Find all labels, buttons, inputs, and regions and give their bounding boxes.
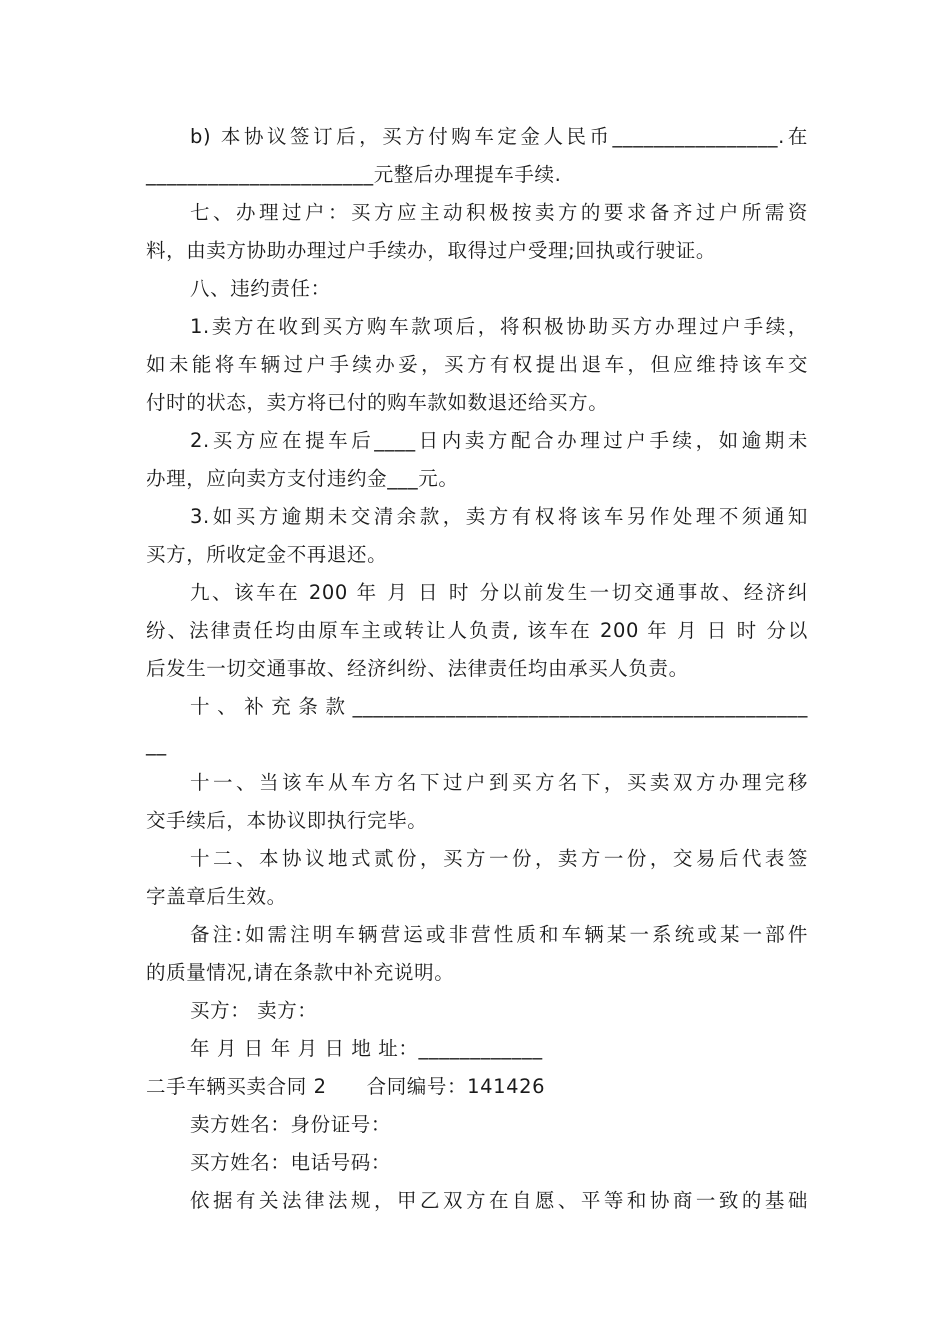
contract-title: 二手车辆买卖合同 2 [146,1075,327,1098]
paragraph-lines [146,118,808,1068]
text-line: 年 月 日 年 月 日 地 址：____________ [190,1037,543,1060]
text-line: b) 本协议签订后，买方付购车定金人民币________________.在 [190,125,808,148]
text-line: 九、该车在 200 年 月 日 时 分以前发生一切交通事故、经济纠 [190,581,808,604]
text-line: 十二、本协议地式贰份，买方一份，卖方一份，交易后代表签 [190,847,808,870]
text-line: 1.卖方在收到买方购车款项后，将积极协助买方办理过户手续， [190,315,808,338]
text-line: 的质量情况,请在条款中补充说明。 [146,961,455,984]
text-line: 交手续后，本协议即执行完毕。 [146,809,428,832]
text-line: ______________________元整后办理提车手续. [146,163,562,186]
text-line: 买方，所收定金不再退还。 [146,543,388,566]
text-line: 料，由卖方协助办理过户手续办，取得过户受理;回执或行驶证。 [146,239,716,262]
text-line: 备注:如需注明车辆营运或非营性质和车辆某一系统或某一部件 [190,923,808,946]
contract-header-line [146,1068,808,1106]
text-line: 买方： 卖方： [190,999,318,1022]
paragraph-lines-tail [146,1106,808,1220]
text-line: 七、办理过户：买方应主动积极按卖方的要求备齐过户所需资 [190,201,808,224]
text-line: 十一、当该车从车方名下过户到买方名下，买卖双方办理完移 [190,771,808,794]
text-line: 纷、法律责任均由原车主或转让人负责, 该车在 200 年 月 日 时 分以 [146,619,808,642]
text-line: 八、违约责任： [190,277,331,300]
text-line: 十、补充条款____________________________________________ [190,695,808,718]
text-line: 如未能将车辆过户手续办妥，买方有权提出退车，但应维持该车交 [146,353,808,376]
text-line: 依据有关法律法规，甲乙双方在自愿、平等和协商一致的基础 [190,1189,808,1212]
text-line: 3.如买方逾期未交清余款，卖方有权将该车另作处理不须通知 [190,505,808,528]
text-line: 付时的状态，卖方将已付的购车款如数退还给买方。 [146,391,609,414]
text-line: 办理，应向卖方支付违约金___元。 [146,467,459,490]
text-line: __ [146,733,167,756]
text-line: 字盖章后生效。 [146,885,287,908]
text-line: 后发生一切交通事故、经济纠纷、法律责任均由承买人负责。 [146,657,689,680]
text-line: 2.买方应在提车后____日内卖方配合办理过户手续，如逾期未 [190,429,808,452]
text-line: 卖方姓名：身份证号： [190,1113,392,1136]
document-body [146,118,808,1220]
contract-number: 合同编号：141426 [366,1075,546,1098]
text-line: 买方姓名：电话号码： [190,1151,392,1174]
